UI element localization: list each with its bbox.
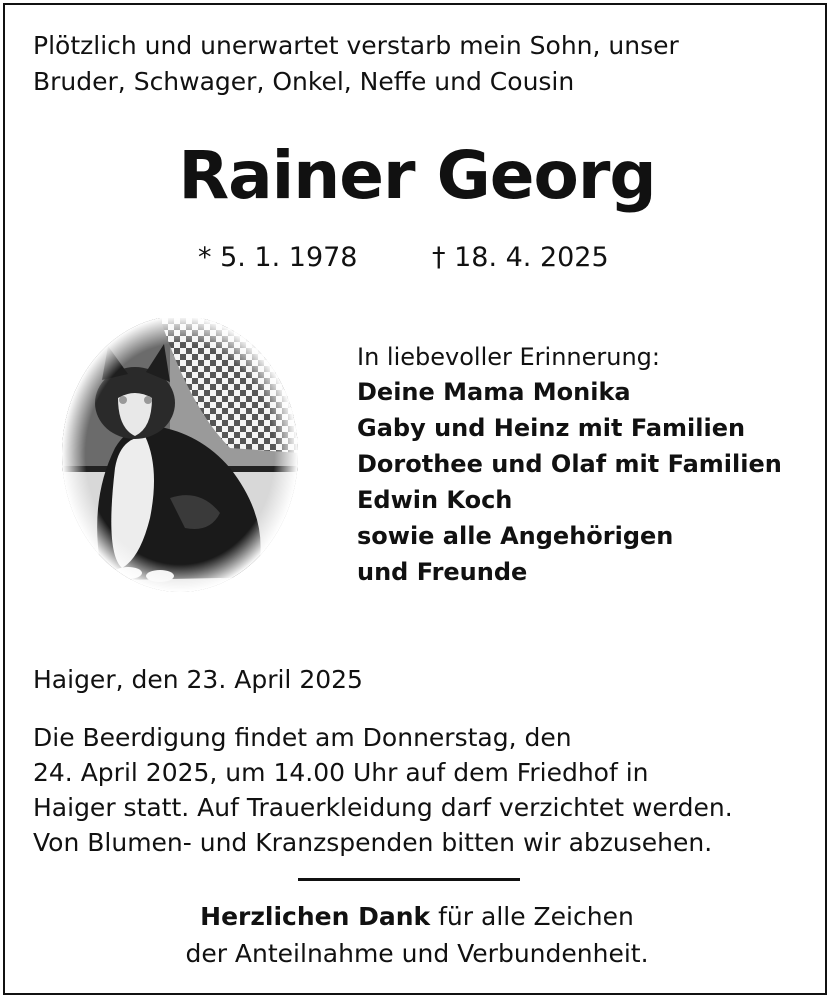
mourners-list [357, 374, 782, 590]
mourner-name: sowie alle Angehörigen [357, 522, 674, 550]
mourner-name: Deine Mama Monika [357, 378, 631, 406]
birth-date: * 5. 1. 1978 [198, 242, 358, 273]
place-date: Haiger, den 23. April 2025 [33, 665, 363, 694]
intro-text [33, 28, 679, 100]
funeral-details [33, 720, 813, 860]
intro-line: Plötzlich und unerwartet verstarb mein Sohn, unser [33, 31, 679, 60]
mourner-name: Edwin Koch [357, 486, 513, 514]
mourners-lead: In liebevoller Erinnerung: [357, 343, 660, 371]
death-date: † 18. 4. 2025 [432, 242, 609, 273]
mourners-block [357, 340, 782, 590]
divider [298, 878, 520, 881]
cat-photo [60, 318, 300, 594]
deceased-name: Rainer Georg [178, 137, 656, 214]
thanks-line [0, 898, 834, 935]
mourner-name: Dorothee und Olaf mit Familien [357, 450, 782, 478]
thanks-bold: Herzlichen Dank [200, 902, 431, 931]
funeral-line: Von Blumen- und Kranzspenden bitten wir abzusehen. [33, 828, 713, 857]
funeral-line: Haiger statt. Auf Trauerkleidung darf verzichtet werden. [33, 793, 733, 822]
mourner-name: Gaby und Heinz mit Familien [357, 414, 746, 442]
intro-line: Bruder, Schwager, Onkel, Neffe und Cousin [33, 67, 575, 96]
mourner-name: und Freunde [357, 558, 528, 586]
funeral-line: Die Beerdigung findet am Donnerstag, den [33, 723, 572, 752]
thanks-text [0, 898, 834, 972]
funeral-line: 24. April 2025, um 14.00 Uhr auf dem Friedhof in [33, 758, 649, 787]
thanks-line: der Anteilnahme und Verbundenheit. [185, 939, 649, 968]
thanks-rest: für alle Zeichen [430, 902, 634, 931]
